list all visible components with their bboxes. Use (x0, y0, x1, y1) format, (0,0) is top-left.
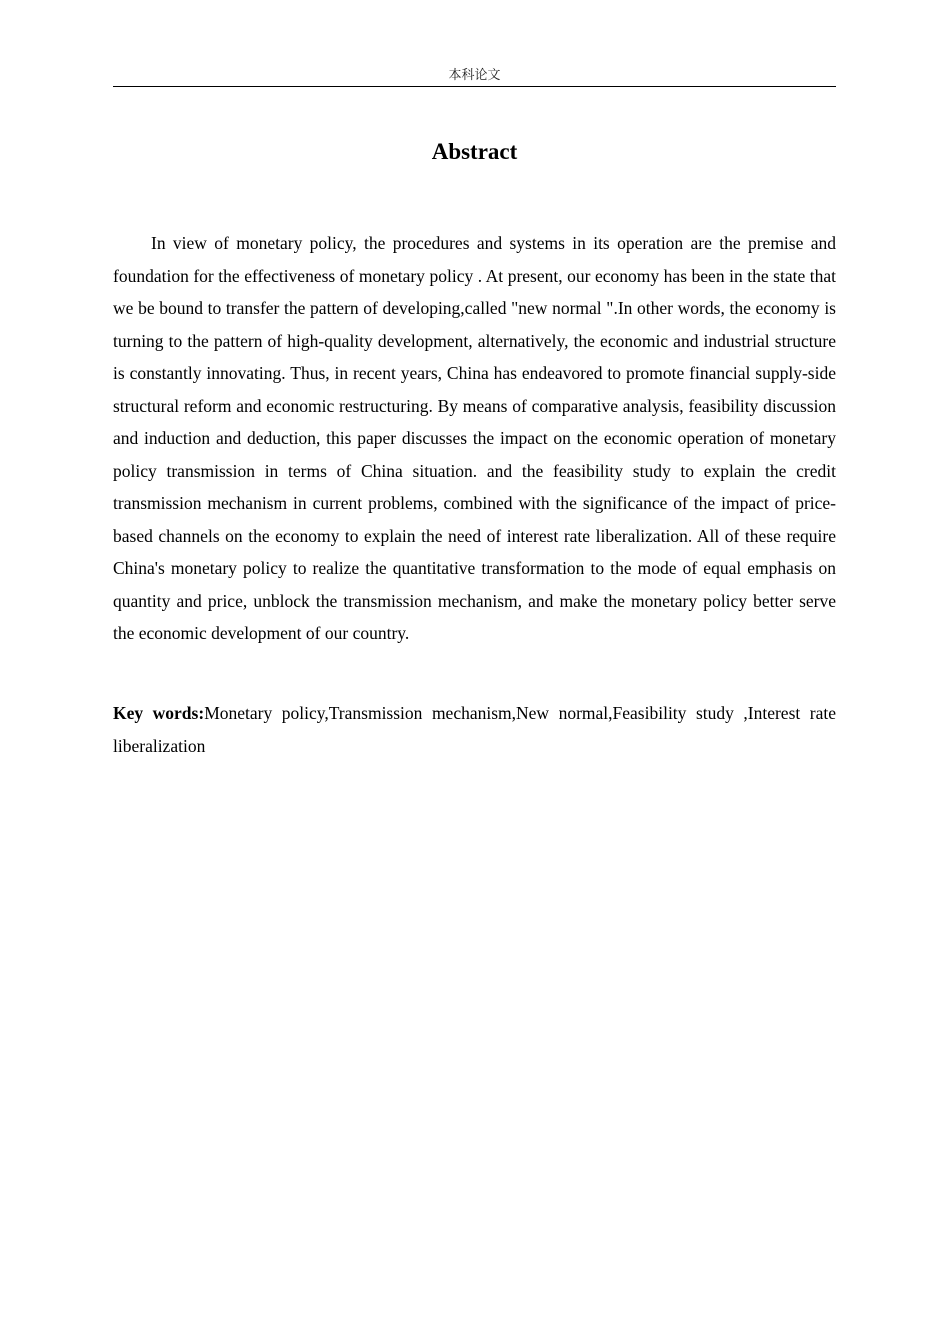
header-rule (113, 86, 836, 87)
keywords-paragraph (113, 697, 836, 762)
abstract-title: Abstract (431, 139, 518, 164)
running-header: 本科论文 (448, 68, 501, 83)
keywords-text: Monetary policy,Transmission mechanism,New normal,Feasibility study ,Interest rate liberalization (113, 703, 836, 756)
abstract-body: In view of monetary policy, the procedures and systems in its operation are the premise and foundation for the effectiveness of monetary policy . At present, our economy has been in the state that we be bound to transfer the pattern of developing,called "new normal ".In other words, the economy is turning to the pattern of high-quality development, alternatively, the economic and industrial structure is constantly innovating. Thus, in recent years, China has endeavored to promote financial supply-side structural reform and economic restructuring. By means of comparative analysis, feasibility discussion and induction and deduction, this paper discusses the impact on the economic operation of monetary policy transmission in terms of China situation. and the feasibility study to explain the credit transmission mechanism in current problems, combined with the significance of the impact of price-based channels on the economy to explain the need of interest rate liberalization. All of these require China's monetary policy to realize the quantitative transformation to the mode of equal emphasis on quantity and price, unblock the transmission mechanism, and make the monetary policy better serve the economic development of our country. (113, 233, 836, 643)
keywords-label: Key words: (113, 703, 205, 723)
